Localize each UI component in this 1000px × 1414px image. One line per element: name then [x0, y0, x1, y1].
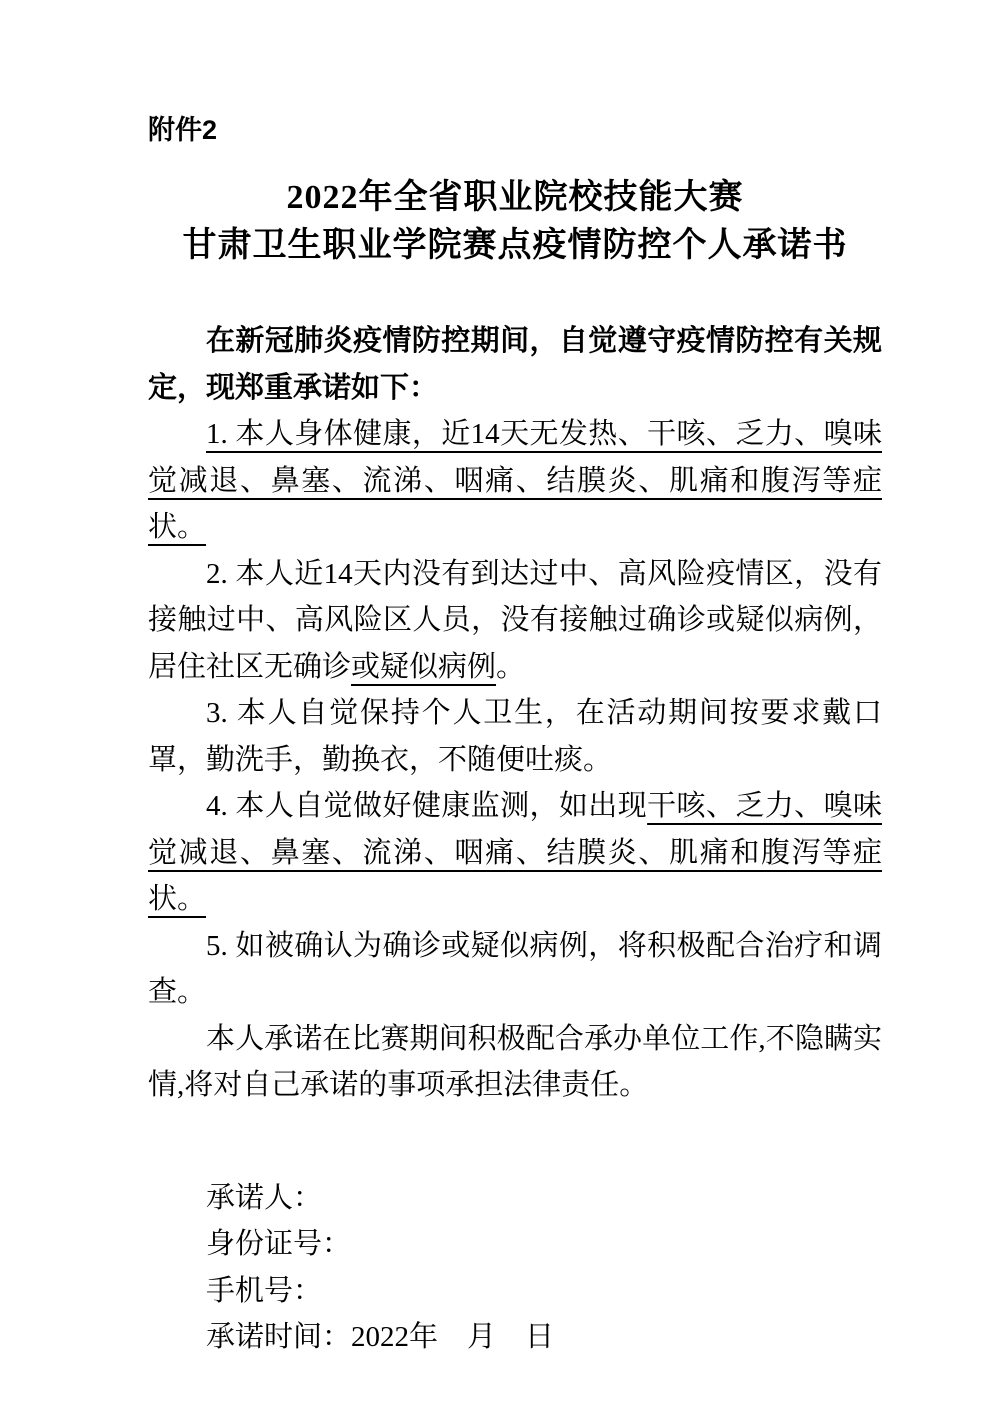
commitment-item-3 — [148, 690, 882, 783]
doc-title — [148, 174, 882, 270]
closing-paragraph — [148, 1016, 882, 1109]
commitment-item-2 — [148, 551, 882, 691]
doc-title-line-2: 甘肃卫生职业学院赛点疫情防控个人承诺书 — [182, 227, 848, 264]
commitment-item-1 — [148, 411, 882, 551]
commitment-item-4 — [148, 783, 882, 923]
item-5-text: 5. 如被确认为确诊或疑似病例，将积极配合治疗和调查。 — [148, 929, 882, 1008]
closing-text: 本人承诺在比赛期间积极配合承办单位工作,不隐瞒实情,将对自己承诺的事项承担法律责任。 — [148, 1022, 882, 1101]
item-2-text-part-1: 2. 本人近14天内没有到达过中、高风险疫情区，没有接触过中、高风险区人员，没有接触过确诊或疑似病例，居住社区无确诊 — [148, 557, 882, 683]
doc-body — [148, 318, 882, 1109]
item-4-text-underlined: 干咳、乏力、嗅味觉减退、鼻塞、流涕、咽痛、结膜炎、肌痛和腹泻等症状。 — [148, 790, 882, 915]
signature-id-label: 身份证号： — [206, 1228, 352, 1260]
signature-block — [148, 1175, 882, 1361]
item-1-text: 1. 本人身体健康，近14天无发热、干咳、乏力、嗅味觉减退、鼻塞、流涕、咽痛、结膜炎、肌痛和腹泻等症状。 — [148, 418, 882, 543]
item-4-text-part-1: 4. 本人自觉做好健康监测，如出现 — [206, 790, 648, 822]
item-2-text-part-3: 。 — [496, 650, 526, 683]
intro-paragraph: 在新冠肺炎疫情防控期间，自觉遵守疫情防控有关规定，现郑重承诺如下： — [148, 325, 882, 404]
signature-date-label: 承诺时间：2022年 月 日 — [206, 1321, 555, 1353]
signature-promiser-label: 承诺人： — [206, 1181, 323, 1214]
signature-phone-label: 手机号： — [206, 1274, 323, 1307]
item-3-text: 3. 本人自觉保持个人卫生，在活动期间按要求戴口罩，勤洗手，勤换衣，不随便吐痰。 — [148, 697, 882, 776]
attachment-label: 附件2 — [148, 115, 218, 145]
commitment-item-5 — [148, 923, 882, 1016]
item-2-text-underlined: 或疑似病例 — [351, 650, 497, 683]
doc-title-line-1: 2022年全省职业院校技能大赛 — [286, 179, 744, 216]
